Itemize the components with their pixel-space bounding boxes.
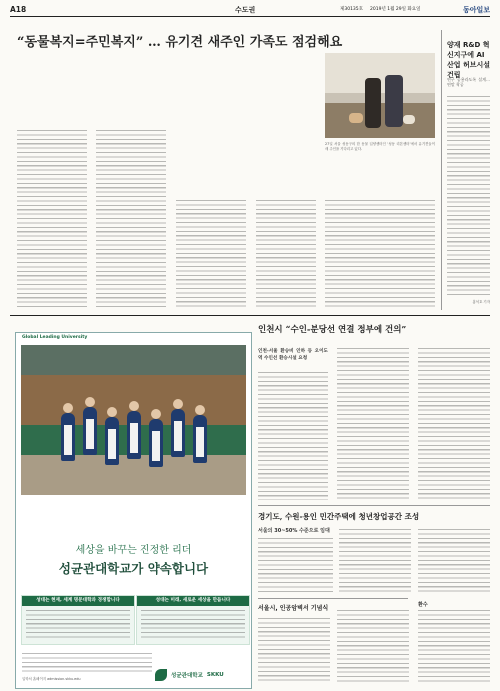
rule-3 xyxy=(258,598,408,599)
skku-leaf-icon xyxy=(155,669,167,681)
right-column-body xyxy=(418,610,490,684)
side-subhead: 연구 공용라도록 설계… 연말 착공 xyxy=(447,77,490,87)
side-column-divider xyxy=(441,30,442,310)
ad-contact[interactable]: 입학처 홈페이지 admission.skku.edu xyxy=(22,677,81,681)
seoul-headline: 서울시, 인공암벽서 기념식 xyxy=(258,605,329,612)
section-rule xyxy=(10,315,490,316)
issue-date: 2019년 1월 29일 화요일 xyxy=(370,7,421,12)
seoul-body-col2 xyxy=(337,610,409,684)
masthead-rule xyxy=(10,16,490,17)
ad-logo-text: 성균관대학교 xyxy=(171,673,203,679)
side-byline: 홍석호 기자 xyxy=(472,300,490,304)
lead-body-col2 xyxy=(96,130,166,308)
lead-body-col3 xyxy=(176,200,246,308)
incheon-headline: 인천시 “수인-분당선 연결 정부에 건의” xyxy=(258,325,407,335)
lead-body-col1 xyxy=(17,130,87,308)
ad-schedule xyxy=(22,653,152,675)
lead-photo-caption: 27일 서울 성동구의 한 동물 입양센터인 ‘성동 리본센터’에서 유기견들이 새 주인을 기다리고 있다. xyxy=(325,142,435,151)
university-ad[interactable] xyxy=(15,332,252,689)
gyeonggi-body-col1 xyxy=(258,538,333,593)
gyeonggi-body-col2 xyxy=(339,529,411,593)
gyeonggi-headline: 경기도, 수원-용인 민간주택에 청년창업공간 조성 xyxy=(258,512,420,521)
ad-box-right xyxy=(136,595,250,645)
ad-tagline: 세상을 바꾸는 진정한 리더 xyxy=(75,545,192,556)
ad-university-tag: Global Leading University xyxy=(22,335,88,340)
incheon-body-col1 xyxy=(258,372,328,500)
lead-body-col5 xyxy=(325,200,435,308)
lead-body-col4 xyxy=(256,200,316,308)
side-headline: 양재 R&D 혁신지구에 AI산업 허브시설 건립 xyxy=(447,41,491,79)
ad-box-left-title: 성대는 현재, 세계 명문대학과 경쟁합니다 xyxy=(22,596,134,606)
ad-headline: 성균관대학교가 약속합니다 xyxy=(58,561,209,576)
ad-box-right-title: 성대는 미래, 새로운 세상을 만듭니다 xyxy=(137,596,249,606)
side-body xyxy=(447,96,490,296)
issue-number: 제30135호 xyxy=(340,7,364,12)
incheon-body-col3 xyxy=(418,348,490,500)
ad-box-left xyxy=(21,595,135,645)
lead-headline: “동물복지=주민복지” … 유기견 새주인 가족도 점검해요 xyxy=(17,35,343,50)
masthead xyxy=(10,3,490,15)
incheon-body-col2 xyxy=(337,348,409,500)
rule-2 xyxy=(258,505,490,506)
lead-photo xyxy=(325,53,435,138)
incheon-subhead: 인천-서울 환승비 인하 등 오이도역 수인선 환승시설 요청 xyxy=(258,349,328,361)
gyeonggi-subhead: 서울의 30~50% 수준으로 임대 xyxy=(258,528,330,534)
right-column-label: 환수 xyxy=(418,602,428,608)
ad-logo xyxy=(155,668,245,682)
seoul-body-col1 xyxy=(258,618,330,684)
section-name: 수도권 xyxy=(235,6,256,14)
ad-logo-en: SKKU xyxy=(206,672,224,678)
gyeonggi-body-col3 xyxy=(418,529,490,593)
page-number: A18 xyxy=(10,5,27,14)
paper-name: 동아일보 xyxy=(462,6,490,14)
ad-photo xyxy=(21,345,246,495)
